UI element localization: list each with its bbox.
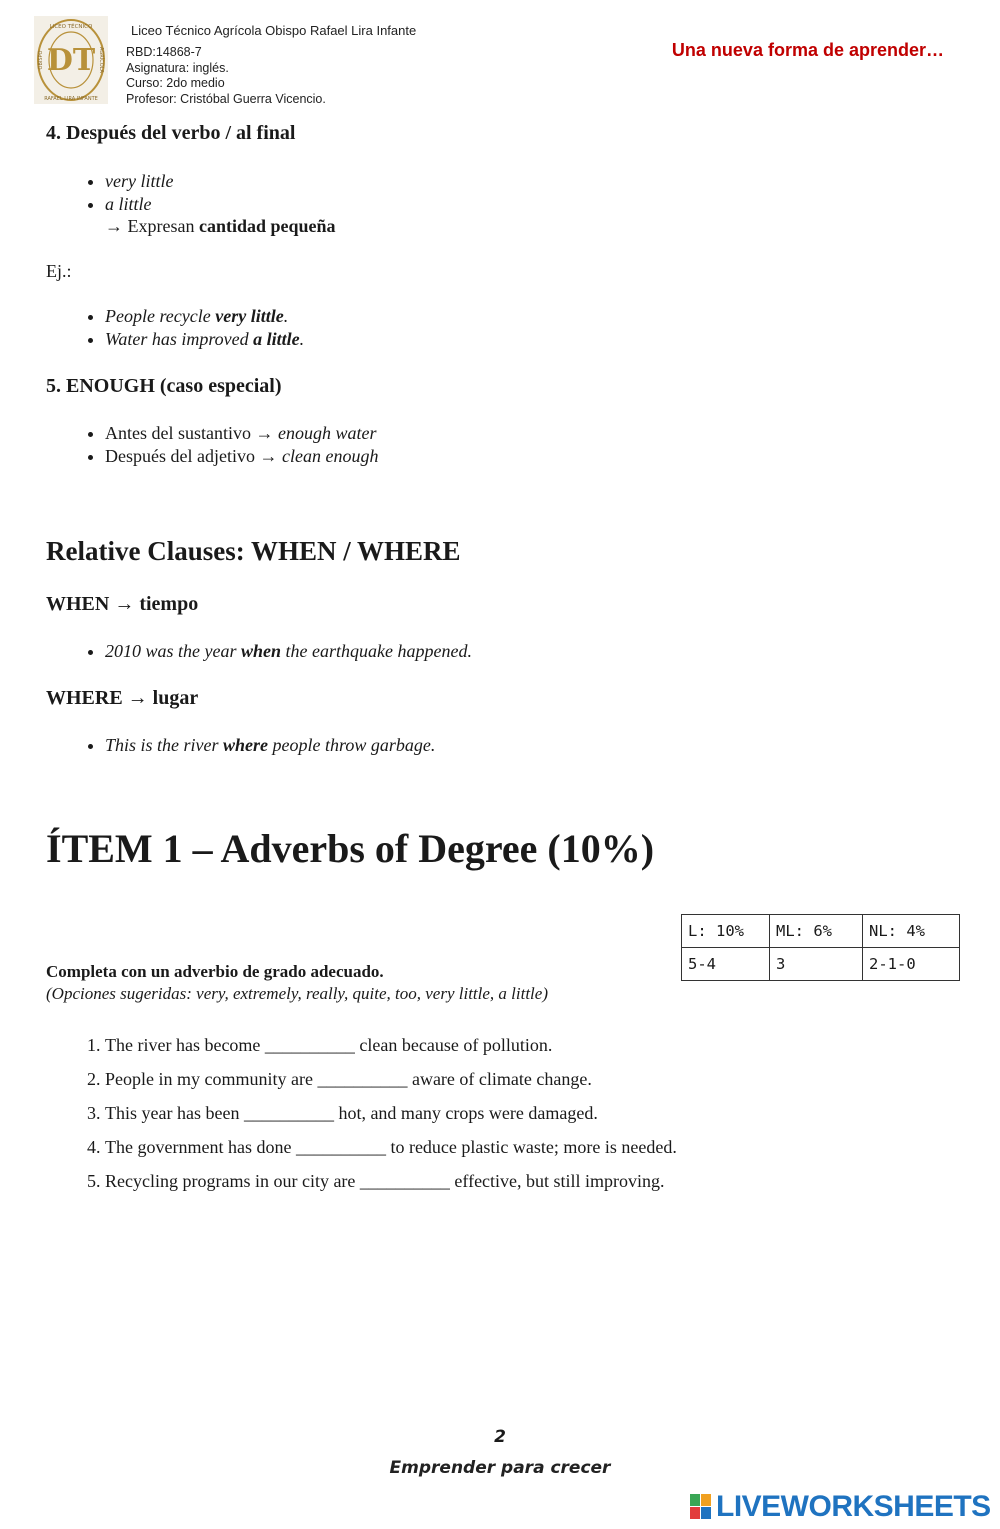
footer-motto: Emprender para crecer (389, 1458, 611, 1478)
example-pre: Water has improved (105, 328, 254, 349)
example-item (105, 305, 304, 328)
school-name: Liceo Técnico Agrícola Obispo Rafael Lira Infante (131, 23, 417, 38)
list-item: • very little (105, 170, 336, 193)
table-cell: NL: 4% (863, 915, 960, 948)
where-title: WHERE → lugar (46, 687, 199, 709)
example-post: people throw garbage. (268, 735, 436, 755)
exercise-item[interactable]: 1. The river has become __________ clean because of pollution. (105, 1028, 677, 1062)
list-item-note (105, 215, 336, 238)
relative-title: Relative Clauses: WHEN / WHERE (46, 536, 461, 566)
logo-text-right: AGRÍCOLA (98, 47, 104, 73)
item1-title-wrap (46, 825, 654, 872)
section5-title: 5. ENOUGH (caso especial) (46, 375, 282, 397)
slogan: Una nueva forma de aprender… (671, 40, 944, 60)
item-italic: clean enough (281, 445, 379, 466)
example-post: the earthquake happened. (281, 641, 472, 661)
course-line: Curso: 2do medio (126, 76, 225, 90)
section5-title-wrap (46, 375, 282, 398)
item-plain: Después del adjetivo → (105, 445, 282, 466)
logo-text-top: LICEO TÉCNICO (49, 24, 93, 30)
section4-title: 4. Después del verbo / al final (46, 122, 296, 144)
logo-text-bottom: RAFAEL LIRA INFANTE (44, 96, 98, 102)
example-bold: when (240, 641, 282, 661)
table-cell: 3 (770, 948, 863, 981)
table-cell: ML: 6% (770, 915, 863, 948)
table-cell: 5-4 (682, 948, 770, 981)
example-bold: a little (253, 328, 300, 349)
item1-title: ÍTEM 1 – Adverbs of Degree (10%) (46, 826, 655, 871)
exercise-item[interactable]: 5. Recycling programs in our city are __________ effective, but still improving. (105, 1164, 677, 1198)
header-meta (126, 45, 326, 107)
section4-title-wrap (46, 122, 295, 145)
example-item (105, 734, 435, 757)
item-plain: Antes del sustantivo → (105, 423, 278, 443)
section4-examples (58, 305, 304, 350)
exercise-item[interactable]: 4. The government has done __________ to reduce plastic waste; more is needed. (105, 1130, 677, 1164)
arrow-text: → Expresan (105, 216, 199, 236)
watermark-text: LIVEWORKSHEETS (716, 1490, 991, 1523)
when-title-wrap (46, 593, 198, 616)
relative-title-wrap (46, 536, 461, 567)
where-list (58, 734, 435, 757)
list-item: • a little (105, 193, 336, 216)
exercise-list (58, 1028, 677, 1198)
list-item (105, 422, 378, 445)
example-post: . (283, 306, 289, 326)
section4-list (58, 170, 336, 238)
example-pre: 2010 was the year (105, 641, 241, 661)
liveworksheets-logo-icon (690, 1494, 712, 1520)
subject-line: Asignatura: inglés. (126, 60, 229, 75)
when-list (58, 640, 472, 663)
rbd-code: RBD:14868-7 (126, 45, 202, 59)
logo-monogram: DT (46, 43, 96, 78)
table-row (682, 915, 960, 948)
exercise-item[interactable]: 3. This year has been __________ hot, and many crops were damaged. (105, 1096, 677, 1130)
where-title-wrap (46, 687, 198, 710)
table-row (682, 948, 960, 981)
exercise-item[interactable]: 2. People in my community are __________ aware of climate change. (105, 1062, 677, 1096)
item1-instruction: Completa con un adverbio de grado adecuado. (46, 962, 384, 981)
list-item (105, 445, 378, 468)
page-number: 2 (494, 1427, 506, 1447)
table-cell: L: 10% (682, 915, 770, 948)
example-pre: People recycle (105, 306, 216, 326)
ej-label: Ej.: (46, 261, 72, 281)
example-bold: very little (215, 306, 284, 326)
section5-list (58, 422, 378, 467)
teacher-line: Profesor: Cristóbal Guerra Vicencio. (126, 91, 326, 106)
example-bold: where (223, 735, 269, 755)
logo-text-left: OBISPO (38, 50, 44, 70)
liveworksheets-watermark (690, 1490, 990, 1524)
example-pre: This is the river (105, 735, 224, 755)
item1-options: (Opciones sugeridas: very, extremely, really, quite, too, very little, a little) (46, 984, 548, 1003)
school-crest-logo (34, 16, 108, 104)
score-table (681, 914, 960, 981)
arrow-bold: cantidad pequeña (198, 216, 336, 236)
item-italic: enough water (278, 423, 377, 443)
example-post: . (299, 328, 305, 349)
example-item (105, 640, 472, 663)
when-title: WHEN → tiempo (46, 593, 199, 615)
example-item (105, 328, 304, 351)
table-cell: 2-1-0 (863, 948, 960, 981)
